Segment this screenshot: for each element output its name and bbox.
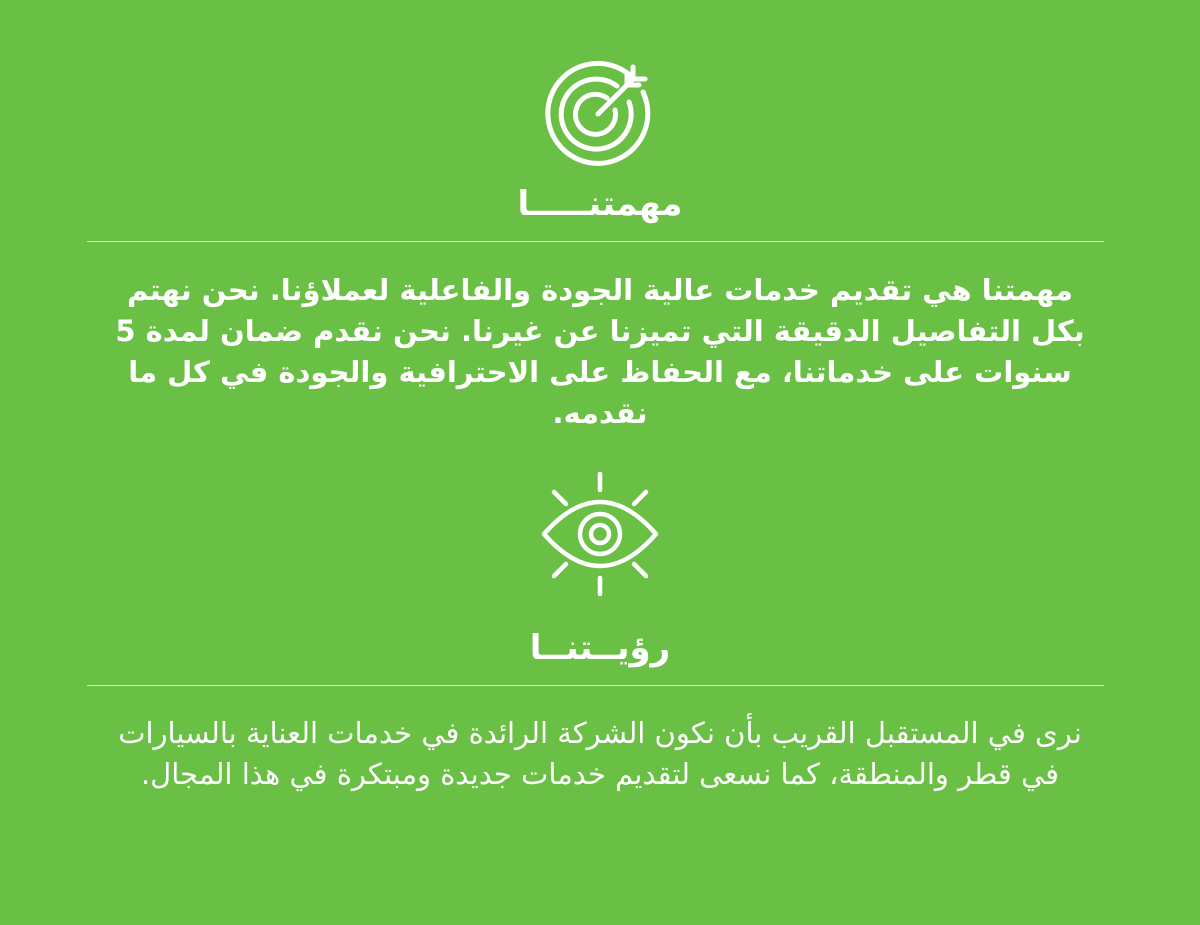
vision-title: رؤيــتنــا (529, 628, 671, 668)
eye-icon (540, 470, 660, 600)
vision-icon-wrap (0, 470, 1200, 600)
mission-icon-wrap (0, 58, 1200, 168)
vision-divider (87, 685, 1104, 686)
mission-text: مهمتنا هي تقديم خدمات عالية الجودة والفاعلية لعملاؤنا. نحن نهتم بكل التفاصيل الدقيقة التي تميزنا عن غيرنا. نحن نقدم ضمان لمدة 5 سنوات على خدماتنا، مع الحفاظ على الاحترافية والجودة في كل ما نقدمه. (115, 273, 1085, 430)
target-arrow-icon (545, 58, 655, 168)
vision-text: نرى في المستقبل القريب بأن نكون الشركة الرائدة في خدمات العناية بالسيارات في قطر والمنطقة، كما نسعى لتقديم خدمات جديدة ومبتكرة في هذا المجال. (118, 716, 1082, 791)
mission-divider (87, 241, 1104, 242)
mission-title: مهمتنـــــا (517, 184, 683, 224)
